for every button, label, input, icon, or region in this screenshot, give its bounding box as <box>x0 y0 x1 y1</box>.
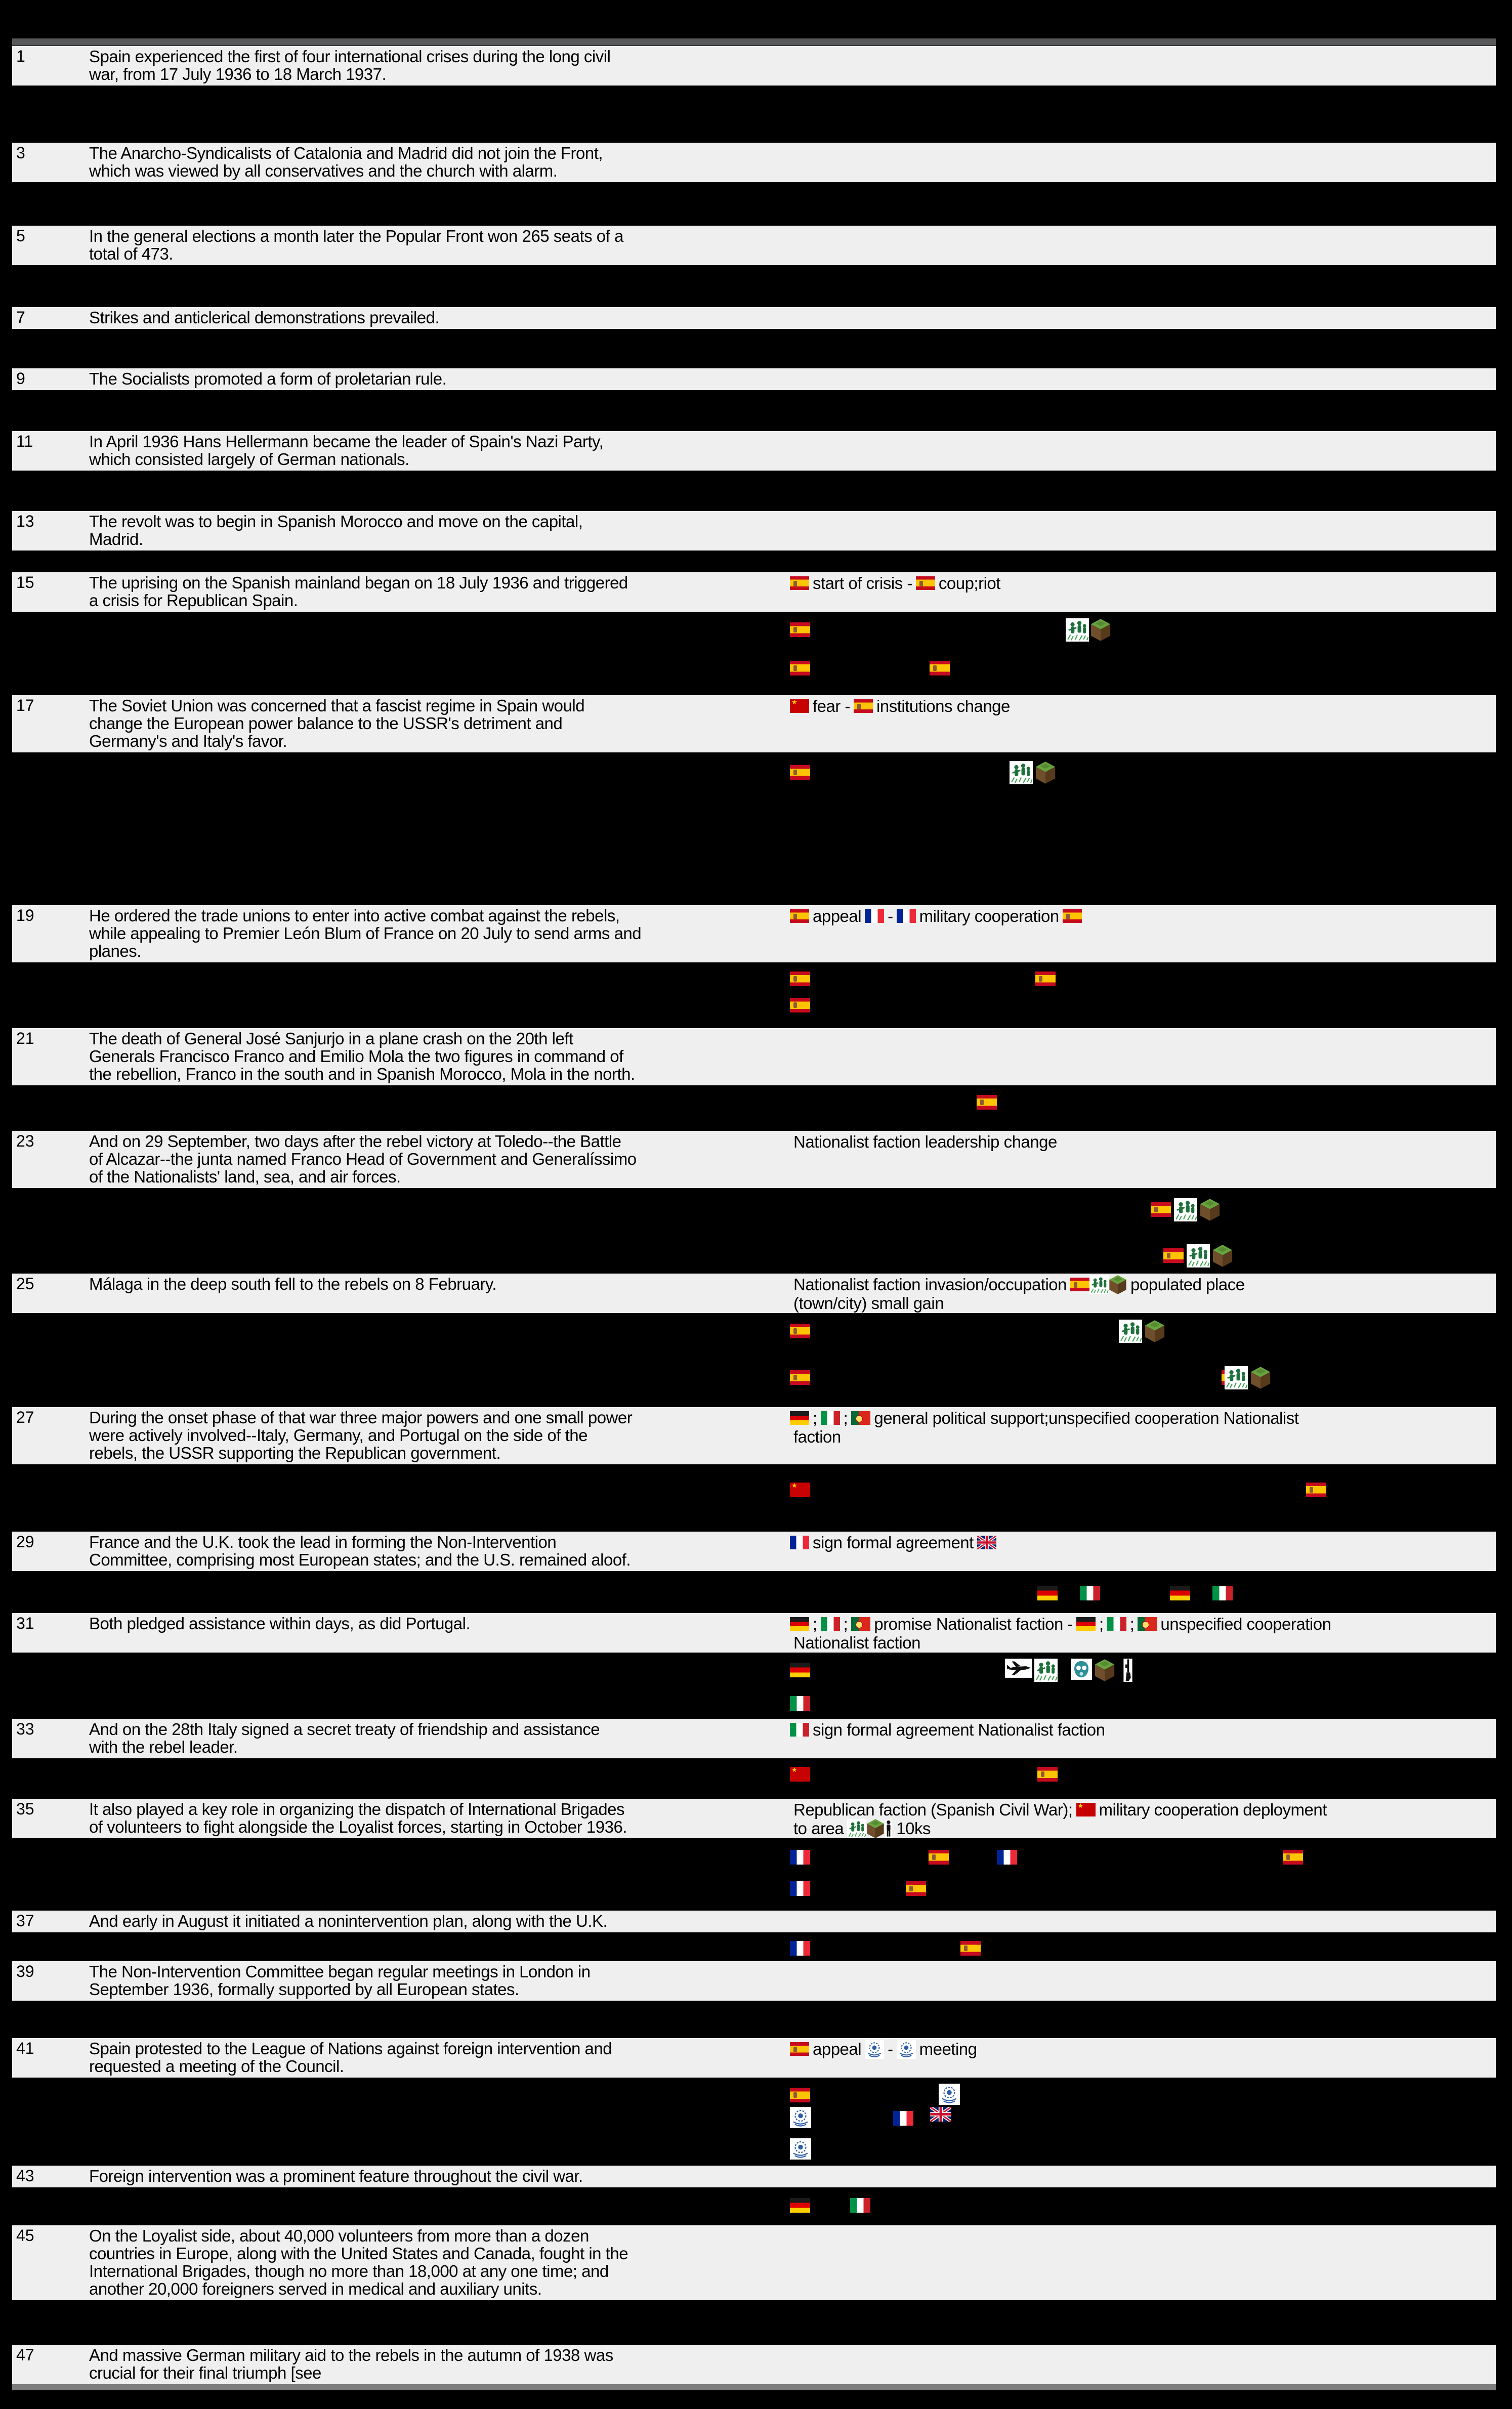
event-annotation[interactable] <box>790 1409 1302 1446</box>
event-annotation[interactable] <box>790 1800 1330 1838</box>
league-of-nations-icon <box>897 2040 916 2059</box>
sentence-line: He ordered the trade unions to enter into active combat against the rebels, <box>89 906 620 925</box>
sentence-row[interactable] <box>12 905 1496 962</box>
sentence-line: Madrid. <box>89 530 143 548</box>
flag-italy-icon <box>821 1617 840 1631</box>
sentence-row[interactable] <box>12 2166 1496 2187</box>
sentence-row[interactable] <box>12 368 1496 390</box>
event-annotation[interactable] <box>790 1275 1248 1313</box>
annotation-marker-line <box>0 2107 1512 2131</box>
flag-uk-icon[interactable] <box>930 2107 951 2122</box>
event-annotation[interactable] <box>790 2040 981 2058</box>
sentence-row[interactable] <box>12 2038 1496 2078</box>
sentence-row[interactable] <box>12 1799 1496 1838</box>
sentence-row[interactable] <box>12 226 1496 265</box>
sentence-row[interactable] <box>12 1613 1496 1653</box>
sentence-number: 1 <box>16 47 25 65</box>
flag-spain-icon[interactable] <box>790 622 810 637</box>
annotation-line <box>790 1819 1330 1838</box>
annotation-line <box>790 2040 981 2058</box>
flag-spain-icon[interactable] <box>930 661 950 675</box>
terrain-block-icon[interactable] <box>1212 1244 1233 1267</box>
annotation-line <box>790 1800 1330 1819</box>
sentence-text <box>89 1409 632 1462</box>
sentence-row[interactable] <box>12 572 1496 612</box>
annotation-label: faction <box>793 1427 841 1446</box>
annotation-label: sign formal agreement <box>813 1533 974 1552</box>
annotation-label: Nationalist faction invasion/occupation <box>793 1275 1067 1294</box>
sentence-line: In the general elections a month later the Popular Front won 265 seats of a <box>89 227 623 245</box>
sentence-row[interactable] <box>12 2345 1496 2384</box>
flag-italy-icon[interactable] <box>1080 1586 1100 1600</box>
annotation-line <box>790 1409 1302 1427</box>
annotation-label: coup;riot <box>938 574 1000 593</box>
annotation-line <box>790 697 1014 715</box>
annotation-label: fear - <box>813 697 851 715</box>
annotation-line <box>790 1615 1334 1633</box>
terrain-block-icon <box>866 1819 885 1839</box>
sentence-text <box>89 433 603 468</box>
annotation-label: Nationalist faction leadership change <box>793 1132 1057 1151</box>
flag-spain-icon[interactable] <box>790 998 810 1012</box>
sentence-line: France and the U.K. took the lead in forming the Non-Intervention <box>89 1533 557 1551</box>
sentence-row[interactable] <box>12 1028 1496 1085</box>
sentence-text <box>89 2227 628 2298</box>
flag-spain-icon <box>916 576 935 590</box>
flag-spain-icon <box>790 909 809 923</box>
sentence-number: 43 <box>16 2167 34 2185</box>
league-of-nations-icon[interactable] <box>790 2138 811 2160</box>
sentence-number: 41 <box>16 2039 34 2057</box>
flag-spain-icon[interactable] <box>790 1324 810 1338</box>
flag-italy-icon[interactable] <box>850 2198 870 2213</box>
annotation-label: ; <box>843 1615 848 1633</box>
flag-france-icon[interactable] <box>997 1850 1017 1865</box>
sentence-number: 11 <box>16 432 33 450</box>
sentence-text <box>89 697 584 750</box>
flag-spain-icon[interactable] <box>1035 971 1056 986</box>
sentence-line: of the Nationalists' land, sea, and air forces. <box>89 1167 401 1186</box>
flag-spain-icon <box>854 699 873 713</box>
sentence-number: 25 <box>16 1275 34 1293</box>
sentence-line: Strikes and anticlerical demonstrations prevailed. <box>89 308 440 327</box>
event-annotation[interactable] <box>790 697 1014 715</box>
sentence-number: 45 <box>16 2226 34 2245</box>
sentence-line: war, from 17 July 1936 to 18 March 1937. <box>89 65 387 83</box>
sentence-line: Málaga in the deep south fell to the rebels on 8 February. <box>89 1275 497 1293</box>
sentence-row[interactable] <box>12 1911 1496 1932</box>
flag-france-icon[interactable] <box>790 1881 810 1896</box>
flag-portugal-icon <box>851 1617 870 1631</box>
annotation-label: ; <box>813 1409 817 1427</box>
terrain-block-icon[interactable] <box>1094 1659 1115 1682</box>
flag-germany-icon <box>1076 1617 1096 1631</box>
annotation-line <box>790 1533 996 1552</box>
sentence-line: the rebellion, Franco in the south and in Spanish Morocco, Mola in the north. <box>89 1065 635 1083</box>
person-icon <box>885 1820 893 1838</box>
terrain-block-icon[interactable] <box>1090 618 1111 642</box>
sentence-number: 15 <box>16 573 34 591</box>
annotation-label: military cooperation deployment <box>1099 1800 1327 1819</box>
sentence-text <box>89 309 439 326</box>
sentence-number: 3 <box>16 144 25 162</box>
sentence-text <box>89 1533 631 1569</box>
sentence-number: 29 <box>16 1533 34 1551</box>
annotation-marker-line <box>0 2194 1512 2218</box>
sentence-line: And massive German military aid to the rebels in the autumn of 1938 was <box>89 2346 613 2364</box>
annotation-label: promise Nationalist faction - <box>874 1615 1073 1633</box>
sentence-line: which was viewed by all conservatives and the church with alarm. <box>89 161 558 180</box>
flag-germany-icon[interactable] <box>1170 1586 1190 1600</box>
sentence-row[interactable] <box>12 1532 1496 1571</box>
sentence-row[interactable] <box>12 431 1496 471</box>
sentence-line: a crisis for Republican Spain. <box>89 591 298 610</box>
annotation-label: - <box>888 907 893 925</box>
flag-france-icon[interactable] <box>790 1941 810 1956</box>
sentence-text <box>89 2346 613 2382</box>
sentence-row[interactable] <box>12 1131 1496 1188</box>
flag-soviet-union-icon[interactable] <box>790 1767 810 1782</box>
sentence-line: Both pledged assistance within days, as did Portugal. <box>89 1614 471 1633</box>
sentence-line: September 1936, formally supported by all European states. <box>89 1980 519 1999</box>
flag-spain-icon[interactable] <box>977 1095 997 1110</box>
terrain-block-icon <box>1109 1275 1127 1295</box>
annotation-marker-line <box>0 967 1512 992</box>
annotation-line <box>790 1633 1334 1652</box>
sentence-line: Committee, comprising most European states; and the U.S. remained aloof. <box>89 1550 631 1569</box>
sentence-row[interactable] <box>12 1961 1496 2001</box>
sentence-text <box>89 2040 612 2075</box>
annotation-label: Nationalist faction <box>793 1633 920 1652</box>
sentence-line: The uprising on the Spanish mainland began on 18 July 1936 and triggered <box>89 573 628 592</box>
sentence-number: 19 <box>16 906 34 924</box>
annotation-marker-line <box>0 2084 1512 2108</box>
annotation-line <box>790 1132 1061 1151</box>
annotation-label: appeal <box>813 907 862 925</box>
soldiers-icon <box>847 1819 866 1838</box>
flag-spain-icon[interactable] <box>929 1850 949 1865</box>
annotation-marker-line <box>0 1244 1512 1269</box>
soldiers-icon[interactable] <box>1066 618 1089 642</box>
sentence-line: which consisted largely of German nationals. <box>89 450 409 469</box>
sentence-line: The Socialists promoted a form of proletarian rule. <box>89 369 447 388</box>
flag-soviet-union-icon <box>1076 1803 1096 1816</box>
sentence-number: 5 <box>16 227 25 245</box>
sentence-number: 9 <box>16 369 25 388</box>
flag-italy-icon[interactable] <box>1212 1586 1233 1600</box>
sentence-line: On the Loyalist side, about 40,000 volunteers from more than a dozen <box>89 2226 589 2245</box>
annotation-marker-line <box>0 657 1512 681</box>
soldiers-icon[interactable] <box>1187 1244 1210 1267</box>
sentence-number: 37 <box>16 1912 34 1930</box>
flag-spain-icon <box>1070 1278 1089 1291</box>
annotation-line <box>790 1275 1248 1294</box>
sentence-number: 35 <box>16 1800 34 1818</box>
sentence-line: Germany's and Italy's favor. <box>89 732 287 750</box>
flag-spain-icon[interactable] <box>1037 1767 1058 1782</box>
sentence-text <box>89 1720 600 1756</box>
sentence-number: 17 <box>16 696 34 714</box>
flag-spain-icon[interactable] <box>790 1370 810 1385</box>
annotation-label: Republican faction (Spanish Civil War); <box>793 1800 1073 1819</box>
annotation-marker-line <box>0 994 1512 1018</box>
soldiers-icon[interactable] <box>1010 761 1033 784</box>
sentence-line: Spain experienced the first of four international crises during the long civil <box>89 47 611 66</box>
soldiers-icon[interactable] <box>1119 1320 1142 1343</box>
soldiers-icon[interactable] <box>1225 1366 1248 1389</box>
annotation-marker-line <box>0 1763 1512 1787</box>
soldiers-icon <box>1089 1275 1109 1294</box>
sentence-line: of Alcazar--the junta named Franco Head of Government and Generalíssimo <box>89 1150 637 1168</box>
sentence-text <box>89 1800 627 1836</box>
sentence-line: planes. <box>89 942 141 960</box>
flag-spain-icon[interactable] <box>790 2088 810 2102</box>
sentence-row[interactable] <box>12 1274 1496 1313</box>
sentence-line: In April 1936 Hans Hellermann became the leader of Spain's Nazi Party, <box>89 432 604 451</box>
soldiers-icon[interactable] <box>1034 1659 1058 1682</box>
flag-italy-icon <box>790 1723 809 1737</box>
annotation-line <box>790 1720 1108 1739</box>
annotation-label: appeal <box>813 2040 862 2058</box>
annotation-line <box>790 907 1082 925</box>
flag-spain-icon <box>790 2042 809 2056</box>
flag-spain-icon <box>790 576 809 590</box>
flag-spain-icon <box>1063 909 1082 923</box>
sentence-line: of volunteers to fight alongside the Loyalist forces, starting in October 1936. <box>89 1818 627 1836</box>
annotation-label: to area <box>793 1819 844 1838</box>
flag-france-icon <box>790 1536 809 1549</box>
sentence-number: 23 <box>16 1132 34 1150</box>
sentence-number: 7 <box>16 308 25 326</box>
flag-spain-icon[interactable] <box>906 1881 926 1896</box>
annotation-label: general political support;unspecified cooperation Nationalist <box>874 1409 1299 1427</box>
sentence-line: rebels, the USSR supporting the Republican government. <box>89 1444 501 1462</box>
annotation-label: start of crisis - <box>813 574 912 593</box>
sentence-line: International Brigades, though no more than 18,000 at any one time; and <box>89 2262 609 2280</box>
annotation-label: ; <box>1129 1615 1135 1633</box>
flag-italy-icon[interactable] <box>790 1696 810 1711</box>
sentence-number: 47 <box>16 2346 34 2364</box>
annotation-line <box>790 1294 1248 1313</box>
sentence-line: requested a meeting of the Council. <box>89 2057 344 2076</box>
flag-france-icon <box>865 909 884 923</box>
event-annotation[interactable] <box>790 1615 1334 1652</box>
annotation-marker-line <box>0 2138 1512 2163</box>
flag-soviet-union-icon <box>790 699 809 713</box>
sentence-number: 13 <box>16 512 34 530</box>
annotation-label: military cooperation <box>919 907 1059 925</box>
annotation-marker-line <box>0 1692 1512 1716</box>
flag-france-icon <box>897 909 916 923</box>
flag-soviet-union-icon[interactable] <box>790 1483 810 1497</box>
league-of-nations-icon <box>865 2040 884 2059</box>
soldiers-icon[interactable] <box>1174 1198 1197 1221</box>
top-scrollbar[interactable] <box>12 38 1496 46</box>
fighter-jet-icon[interactable] <box>1005 1659 1032 1678</box>
flag-germany-icon <box>790 1411 809 1425</box>
annotation-label: 10ks <box>896 1819 931 1838</box>
sentence-line: The Soviet Union was concerned that a fascist regime in Spain would <box>89 696 585 715</box>
gas-mask-icon[interactable] <box>1071 1659 1092 1680</box>
sentence-text <box>89 227 623 263</box>
rifle-icon[interactable] <box>1123 1659 1133 1682</box>
event-annotation[interactable] <box>790 1533 996 1552</box>
annotation-marker-line <box>0 761 1512 785</box>
league-of-nations-icon[interactable] <box>790 2107 811 2128</box>
terrain-block-icon[interactable] <box>1199 1198 1221 1221</box>
sentence-line: crucial for their final triumph [see <box>89 2363 321 2382</box>
sentence-text <box>89 1615 470 1632</box>
sentence-number: 21 <box>16 1029 34 1047</box>
sentence-line: And early in August it initiated a nonintervention plan, along with the U.K. <box>89 1912 608 1930</box>
flag-uk-icon <box>977 1536 996 1549</box>
flag-germany-icon[interactable] <box>790 2198 810 2213</box>
event-annotation[interactable] <box>790 1132 1061 1151</box>
sentence-line: Generals Francisco Franco and Emilio Mola the two figures in command of <box>89 1047 623 1066</box>
flag-france-icon[interactable] <box>893 2111 913 2126</box>
sentence-text <box>89 144 603 180</box>
sentence-text <box>89 574 628 609</box>
annotation-marker-line <box>0 1582 1512 1606</box>
flag-germany-icon <box>790 1617 809 1631</box>
flag-spain-icon[interactable] <box>1306 1483 1326 1497</box>
flag-spain-icon[interactable] <box>1163 1248 1184 1263</box>
flag-spain-icon[interactable] <box>960 1941 981 1956</box>
annotation-marker-line <box>0 1366 1512 1390</box>
annotation-marker-line <box>0 1846 1512 1870</box>
sentence-text <box>89 1132 637 1186</box>
sentence-row[interactable] <box>12 695 1496 752</box>
annotation-line <box>790 574 1004 593</box>
flag-spain-icon[interactable] <box>1283 1850 1303 1865</box>
sentence-line: Spain protested to the League of Nations against foreign intervention and <box>89 2039 612 2058</box>
sentence-line: were actively involved--Italy, Germany, and Portugal on the side of the <box>89 1426 587 1445</box>
sentence-line: And on the 28th Italy signed a secret treaty of friendship and assistance <box>89 1720 600 1739</box>
annotation-label: ; <box>1099 1615 1104 1633</box>
sentence-text <box>89 513 582 548</box>
flag-italy-icon <box>1107 1617 1126 1631</box>
annotation-marker-line <box>0 1937 1512 1961</box>
sentence-line: The Anarcho-Syndicalists of Catalonia and Madrid did not join the Front, <box>89 144 603 162</box>
sentence-text <box>89 1275 496 1293</box>
event-annotation[interactable] <box>790 574 1004 593</box>
sentence-line: During the onset phase of that war three major powers and one small power <box>89 1408 633 1427</box>
annotation-label: ; <box>813 1615 817 1633</box>
sentence-row[interactable] <box>12 46 1496 86</box>
sentence-text <box>89 370 446 388</box>
flag-portugal-icon <box>851 1411 870 1425</box>
sentence-row[interactable] <box>12 307 1496 329</box>
annotation-label: unspecified cooperation <box>1160 1615 1331 1633</box>
sentence-text <box>89 2167 583 2185</box>
sentence-line: The Non-Intervention Committee began regular meetings in London in <box>89 1962 591 1981</box>
annotation-marker-line <box>0 1877 1512 1901</box>
sentence-number: 27 <box>16 1408 34 1426</box>
sentence-line: countries in Europe, along with the United States and Canada, fought in the <box>89 2244 628 2263</box>
sentence-line: Foreign intervention was a prominent feature throughout the civil war. <box>89 2167 583 2185</box>
annotation-label: populated place <box>1130 1275 1245 1294</box>
sentence-row[interactable] <box>12 2225 1496 2300</box>
flag-spain-icon[interactable] <box>790 765 810 780</box>
sentence-row[interactable] <box>12 143 1496 182</box>
sentence-number: 31 <box>16 1614 34 1632</box>
sentence-text <box>89 48 610 83</box>
flag-germany-icon[interactable] <box>790 1663 810 1677</box>
sentence-number: 33 <box>16 1720 34 1738</box>
annotation-marker-line <box>0 1198 1512 1222</box>
sentence-line: It also played a key role in organizing the dispatch of International Brigades <box>89 1800 625 1819</box>
sentence-line: The revolt was to begin in Spanish Morocco and move on the capital, <box>89 512 583 531</box>
sentence-text <box>89 1963 591 1998</box>
bottom-scrollbar[interactable] <box>12 2384 1496 2390</box>
sentence-text <box>89 907 641 960</box>
flag-spain-icon[interactable] <box>790 661 810 675</box>
sentence-line: And on 29 September, two days after the rebel victory at Toledo--the Battle <box>89 1132 621 1151</box>
terrain-block-icon[interactable] <box>1144 1320 1165 1343</box>
annotation-label: institutions change <box>876 697 1010 715</box>
flag-portugal-icon <box>1138 1617 1157 1631</box>
sentence-text <box>89 1030 635 1083</box>
annotation-marker-line <box>0 1091 1512 1115</box>
sentence-line: The death of General José Sanjurjo in a plane crash on the 20th left <box>89 1029 573 1048</box>
annotation-marker-line <box>0 1320 1512 1344</box>
flag-germany-icon[interactable] <box>1037 1586 1058 1600</box>
annotation-marker-line <box>0 1659 1512 1683</box>
annotation-label: meeting <box>919 2040 977 2058</box>
sentence-line: change the European power balance to the USSR's detriment and <box>89 714 563 733</box>
flag-france-icon[interactable] <box>790 1850 810 1865</box>
annotation-marker-line <box>0 618 1512 643</box>
sentence-text <box>89 1912 607 1930</box>
event-annotation[interactable] <box>790 1720 1108 1739</box>
flag-italy-icon <box>821 1411 840 1425</box>
sentence-row[interactable] <box>12 511 1496 551</box>
league-of-nations-icon[interactable] <box>939 2084 960 2105</box>
event-annotation[interactable] <box>790 907 1082 925</box>
sentence-row[interactable] <box>12 1407 1496 1464</box>
flag-spain-icon[interactable] <box>1151 1202 1171 1217</box>
terrain-block-icon[interactable] <box>1250 1366 1271 1389</box>
sentence-line: another 20,000 foreigners served in medical and auxiliary units. <box>89 2279 542 2298</box>
sentence-line: total of 473. <box>89 244 173 263</box>
annotation-label: ; <box>843 1409 848 1427</box>
sentence-number: 39 <box>16 1962 34 1980</box>
sentence-row[interactable] <box>12 1719 1496 1758</box>
sentence-line: while appealing to Premier León Blum of France on 20 July to send arms and <box>89 924 642 943</box>
terrain-block-icon[interactable] <box>1035 761 1056 784</box>
sentence-line: with the rebel leader. <box>89 1738 238 1756</box>
annotation-label: - <box>888 2040 893 2058</box>
annotation-line <box>790 1427 1302 1446</box>
flag-spain-icon[interactable] <box>790 971 810 986</box>
annotation-marker-line <box>0 1478 1512 1503</box>
annotation-label: sign formal agreement Nationalist faction <box>813 1720 1105 1739</box>
annotation-label: (town/city) small gain <box>793 1294 944 1313</box>
